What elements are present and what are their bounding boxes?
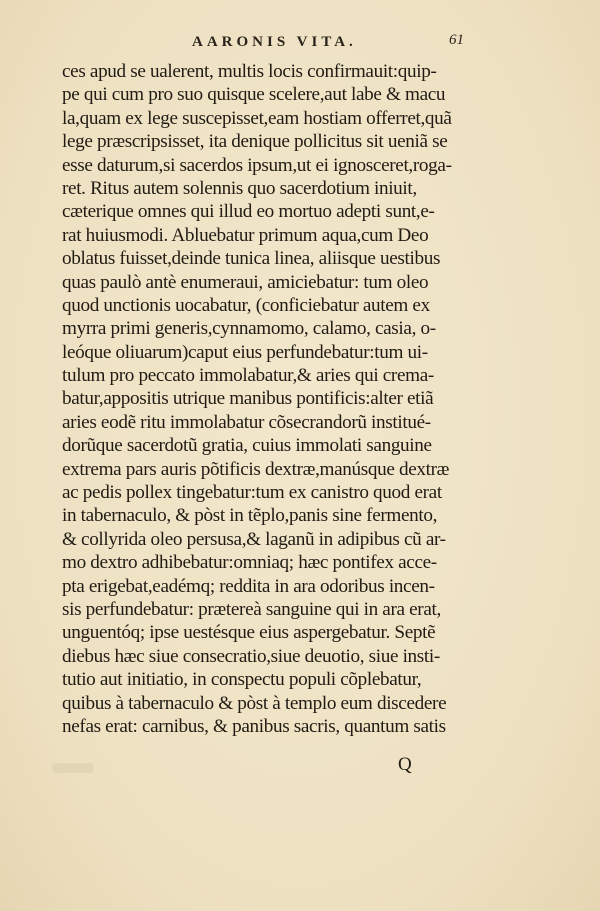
text-line: rat huiusmodi. Abluebatur primum aqua,cum Deo [62, 224, 429, 246]
text-line: mo dextro adhibebatur:omniaq; hæc pontifex acce- [62, 552, 437, 574]
running-header [0, 34, 600, 56]
text-line: dorũque sacerdotũ gratia, cuius immolati sanguine [62, 435, 432, 457]
text-line: tutio aut initiatio, in conspectu populi cõplebatur, [62, 669, 422, 691]
body-text [62, 60, 492, 738]
text-line: pe qui cum pro suo quisque scelere,aut labe & macu [62, 84, 446, 106]
catchword: Q [398, 754, 412, 775]
text-line: lege præscripsisset, ita denique pollicitus sit ueniã se [62, 131, 448, 153]
page-number: 61 [449, 32, 464, 48]
text-line: ac pedis pollex tingebatur:tum ex canistro quod erat [62, 482, 442, 504]
text-line: ret. Ritus autem solennis quo sacerdotium iniuit, [62, 177, 417, 199]
text-line: extrema pars auris põtificis dextræ,manúsque dextræ [62, 458, 450, 480]
text-line: & collyrida oleo persusa,& laganũ in adipibus cũ ar- [62, 528, 446, 550]
text-line: cæterique omnes qui illud eo mortuo adepti sunt,e- [62, 201, 435, 223]
text-line: leóque oliuarum)caput eius perfundebatur:tum ui- [62, 341, 428, 363]
text-line: sis perfundebatur: prætereà sanguine qui in ara erat, [62, 598, 441, 620]
text-line: unguentóq; ipse uestésque eius aspergebatur. Septẽ [62, 622, 436, 644]
ink-smudge [52, 763, 94, 773]
text-line: batur,appositis utrique manibus pontificis:alter etiã [62, 388, 434, 410]
text-line: ces apud se ualerent, multis locis confirmauit:quip- [62, 61, 437, 82]
text-line: tulum pro peccato immolabatur,& aries qui crema- [62, 365, 434, 387]
text-line: nefas erat: carnibus, & panibus sacris, quantum satis [62, 715, 446, 737]
text-line: la,quam ex lege suscepisset,eam hostiam offerret,quã [62, 107, 452, 129]
text-line: quod unctionis uocabatur, (conficiebatur autem ex [62, 294, 430, 316]
text-line: quas paulò antè enumeraui, amiciebatur: tum oleo [62, 271, 429, 293]
text-line: diebus hæc siue consecratio,siue deuotio, siue insti- [62, 645, 440, 667]
text-line: oblatus fuisset,deinde tunica linea, aliisque uestibus [62, 248, 441, 270]
text-line: aries eodẽ ritu immolabatur cõsecrandorũ institué- [62, 411, 431, 433]
running-title: AARONIS VITA. [192, 34, 357, 50]
text-line: quibus à tabernaculo & pòst à templo eum discedere [62, 692, 447, 714]
text-line: esse daturum,si sacerdos ipsum,ut ei ignosceret,roga- [62, 154, 452, 176]
text-line: pta erigebat,eadémq; reddita in ara odoribus incen- [62, 575, 435, 597]
text-line: in tabernaculo, & pòst in tẽplo,panis sine fermento, [62, 505, 438, 527]
text-line: myrra primi generis,cynnamomo, calamo, casia, o- [62, 318, 436, 340]
